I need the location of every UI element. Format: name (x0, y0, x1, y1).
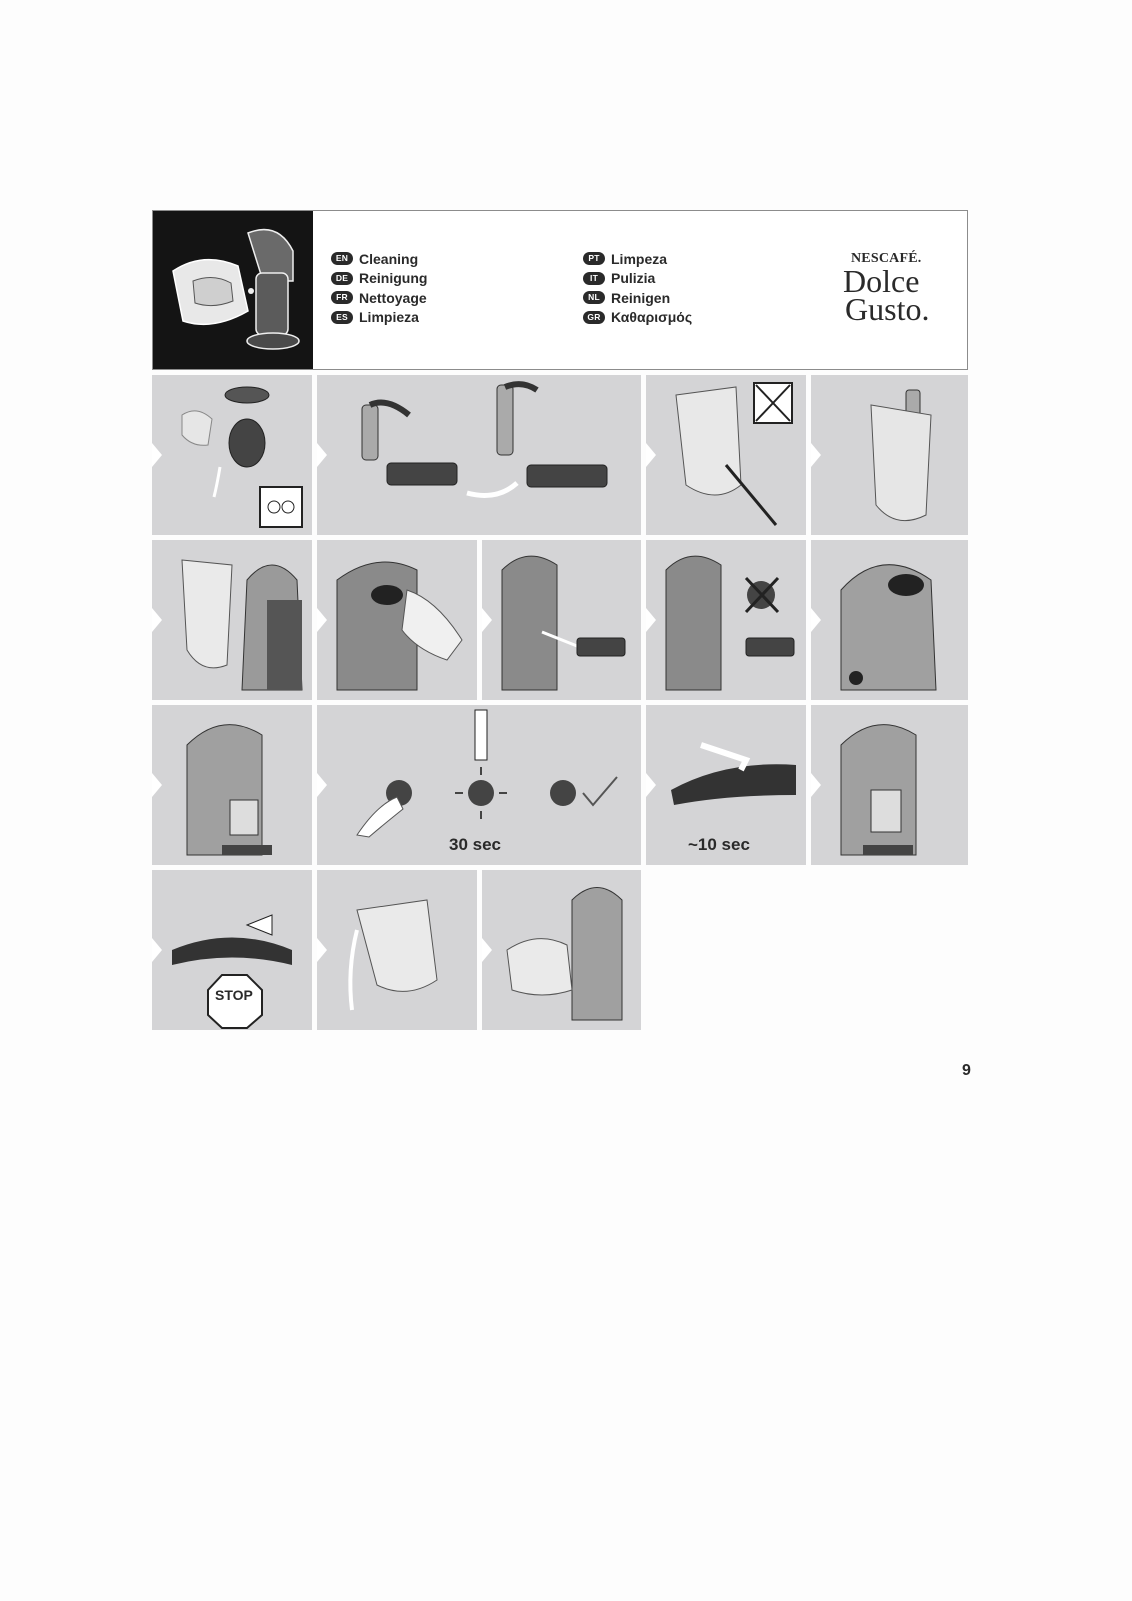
step-panel-open-lever (317, 540, 477, 700)
language-list-right (583, 249, 692, 327)
language-item-it (583, 269, 692, 289)
step-panel-refit-water-tank (152, 540, 312, 700)
close-lever-illustration (811, 540, 968, 700)
stop-sign-label: STOP (215, 987, 253, 1003)
step-panel-lever-hot-water (646, 705, 806, 865)
language-badge: FR (331, 291, 353, 304)
water-dispensing-illustration (811, 705, 968, 865)
tank-under-tap-illustration (811, 375, 968, 535)
language-badge: EN (331, 252, 353, 265)
language-badge: GR (583, 311, 605, 324)
language-label: Reinigen (611, 289, 671, 306)
stop-lever-illustration (152, 870, 312, 1030)
step-panel-rinse-water-tank (811, 375, 968, 535)
water-tank-brush-illustration (646, 375, 806, 535)
page-number: 9 (962, 1062, 971, 1079)
dolce-gusto-logo (843, 251, 953, 327)
wipe-machine-illustration (482, 870, 641, 1030)
logo-line-2: Gusto. (845, 291, 930, 327)
language-label: Pulizia (611, 270, 656, 287)
language-badge: IT (583, 272, 605, 285)
language-item-de (331, 269, 427, 289)
step-panel-remove-drip-tray (152, 375, 312, 535)
step-panel-rinse-capsule-holder (317, 375, 641, 535)
language-label: Reinigung (359, 270, 428, 287)
language-label: Καθαρισμός (611, 309, 693, 326)
cleaning-header (152, 210, 968, 370)
open-lever-illustration (317, 540, 477, 700)
step-panel-wipe-machine (482, 870, 641, 1030)
language-badge: ES (331, 311, 353, 324)
language-item-en (331, 249, 427, 269)
remove-holder-illustration (482, 540, 641, 700)
logo-brand: NESCAFÉ. (851, 251, 922, 266)
step-panel-power-on-heat-up (317, 705, 641, 865)
step-panel-close-lever (811, 540, 968, 700)
refit-tank-illustration (152, 540, 312, 700)
machine-with-cup-illustration (152, 705, 312, 865)
language-badge: PT (583, 252, 605, 265)
step-panel-stop-lever (152, 870, 312, 1030)
language-item-nl (583, 288, 692, 308)
drip-tray-parts-illustration (152, 375, 312, 535)
flow-timer-label: ~10 sec (688, 835, 750, 854)
step-panel-clean-water-tank (646, 375, 806, 535)
step-panel-empty-container (317, 870, 477, 1030)
language-badge: DE (331, 272, 353, 285)
empty-holder-illustration (646, 540, 806, 700)
language-badge: NL (583, 291, 605, 304)
step-panel-place-container (152, 705, 312, 865)
language-label: Nettoyage (359, 289, 427, 306)
heat-up-timer-label: 30 sec (449, 835, 501, 854)
step-panel-remove-capsule-holder (482, 540, 641, 700)
language-item-fr (331, 288, 427, 308)
pour-jug-illustration (317, 870, 477, 1030)
language-label: Limpieza (359, 309, 419, 326)
language-item-es (331, 308, 427, 328)
language-item-gr (583, 308, 692, 328)
language-list-left (331, 249, 427, 327)
rinse-under-tap-illustration (317, 375, 641, 535)
header-cleaning-photo (153, 211, 313, 369)
logo-line-1: Dolce (843, 263, 920, 299)
step-panel-water-flows (811, 705, 968, 865)
language-label: Cleaning (359, 250, 419, 267)
language-item-pt (583, 249, 692, 269)
language-label: Limpeza (611, 250, 668, 267)
step-panel-empty-capsule-holder (646, 540, 806, 700)
